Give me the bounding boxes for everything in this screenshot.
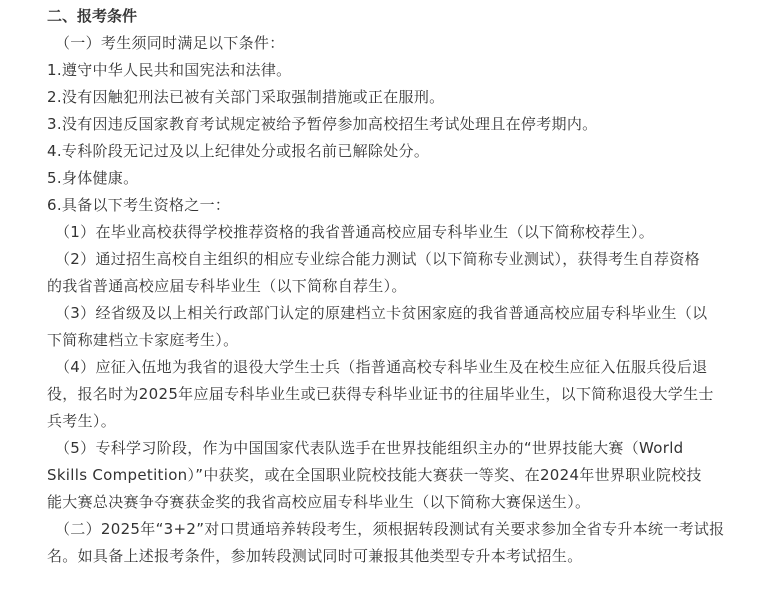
qualification-3: [47, 300, 742, 354]
qualification-4-line-2: 役，报名时为2025年应届专科毕业生或已获得专科毕业证书的往届毕业生，以下简称退役大学生士: [47, 385, 714, 403]
qualification-3-line-1: （3）经省级及以上相关行政部门认定的原建档立卡贫困家庭的我省普通高校应届专科毕业生（以: [55, 304, 708, 322]
qualification-2-line-2: 的我省普通高校应届专科毕业生（以下简称自荐生）。: [47, 277, 407, 295]
qualification-5-line-3: 能大赛总决赛争夺赛获金奖的我省高校应届专科毕业生（以下简称大赛保送生）。: [47, 493, 591, 511]
qualification-2: [47, 246, 742, 300]
qualification-4: [47, 354, 742, 435]
subsection-one-title: （一）考生须同时满足以下条件：: [55, 34, 285, 52]
qualification-2-line-1: （2）通过招生高校自主组织的相应专业综合能力测试（以下简称专业测试），获得考生自荐资格: [55, 250, 700, 268]
condition-6: 6.具备以下考生资格之一：: [47, 196, 231, 214]
subsection-two: [47, 516, 742, 570]
condition-4: 4.专科阶段无记过及以上纪律处分或报名前已解除处分。: [47, 142, 430, 160]
qualification-1: [55, 219, 742, 246]
condition-1: 1.遵守中华人民共和国宪法和法律。: [47, 61, 292, 79]
qualification-5-line-1: （5）专科学习阶段，作为中国国家代表队选手在世界技能组织主办的“世界技能大赛（World: [55, 439, 684, 457]
subsection-two-line-2: 名。如具备上述报考条件，参加转段测试同时可兼报其他类型专升本考试招生。: [47, 547, 583, 565]
qualification-5-line-2: Skills Competition）”中获奖，或在全国职业院校技能大赛获一等奖、在2024年世界职业院校技: [47, 466, 702, 484]
section-title: 二、报考条件: [47, 7, 138, 25]
subsection-two-line-1: （二）2025年“3+2”对口贯通培养转段考生，须根据转段测试有关要求参加全省专升本统一考试报: [55, 520, 725, 538]
condition-5: 5.身体健康。: [47, 169, 139, 187]
qualification-1-line-1: （1）在毕业高校获得学校推荐资格的我省普通高校应届专科毕业生（以下简称校荐生）。: [55, 223, 655, 241]
qualification-4-line-1: （4）应征入伍地为我省的退役大学生士兵（指普通高校专科毕业生及在校生应征入伍服兵役后退: [55, 358, 708, 376]
condition-2: 2.没有因触犯刑法已被有关部门采取强制措施或正在服刑。: [47, 88, 445, 106]
qualification-4-line-3: 兵考生）。: [47, 412, 117, 430]
qualification-5: [47, 435, 742, 516]
qualification-3-line-2: 下简称建档立卡家庭考生）。: [47, 331, 239, 349]
condition-3: 3.没有因违反国家教育考试规定被给予暂停参加高校招生考试处理且在停考期内。: [47, 115, 598, 133]
